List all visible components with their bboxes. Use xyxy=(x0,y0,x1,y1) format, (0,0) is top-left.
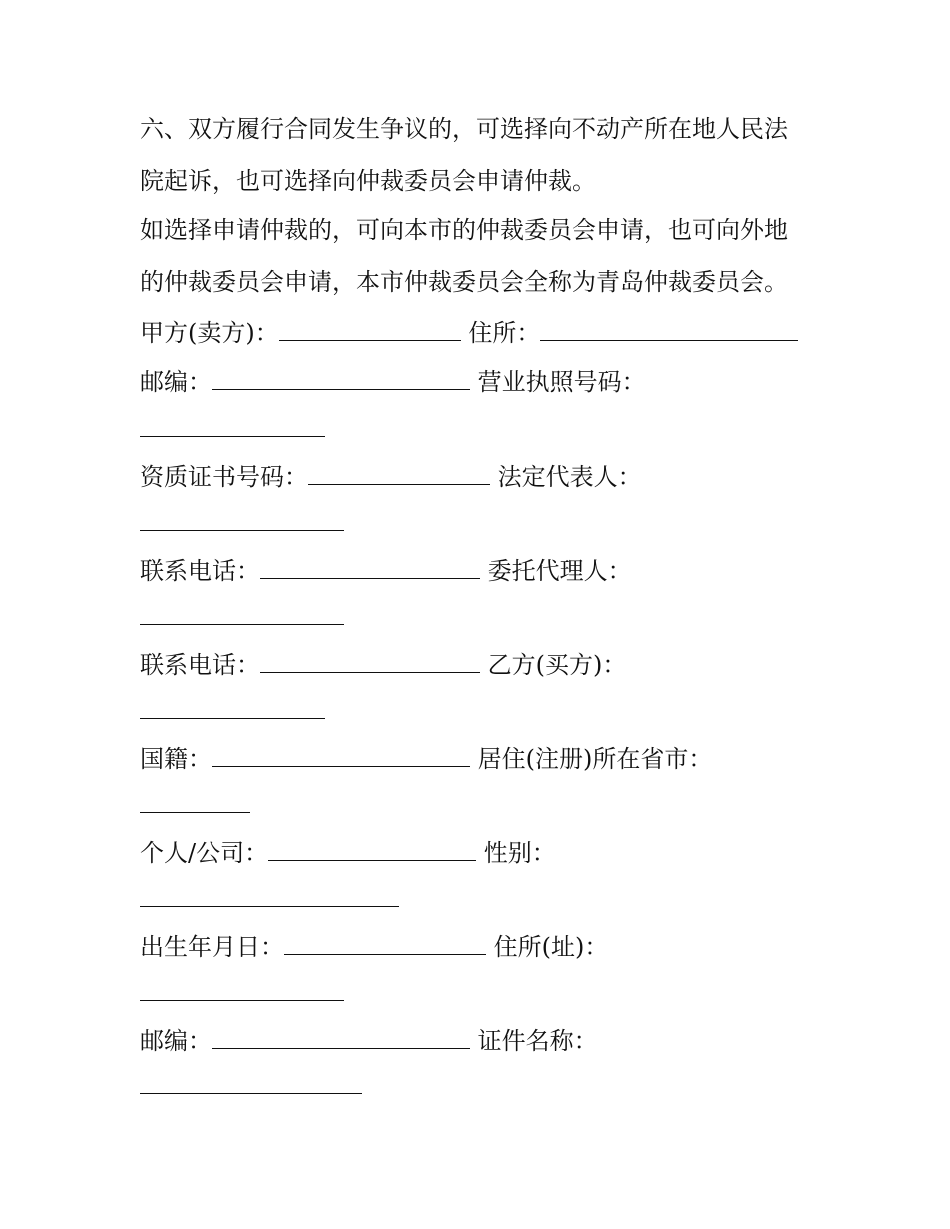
id-name-label: 证件名称： xyxy=(477,1027,598,1055)
phone-label: 联系电话： xyxy=(140,557,260,585)
party-b-label: 乙方(买方)： xyxy=(487,651,627,679)
address2-label: 住所(址)： xyxy=(493,933,609,961)
postcode-label: 邮编： xyxy=(140,1027,212,1055)
phone-label: 联系电话： xyxy=(140,651,260,679)
birth-label: 出生年月日： xyxy=(140,933,284,961)
residence-blank[interactable] xyxy=(140,812,250,813)
qualification-cert-label: 资质证书号码： xyxy=(140,463,308,491)
nationality-blank[interactable] xyxy=(212,744,470,767)
paragraph-line: 如选择申请仲裁的，可向本市的仲裁委员会申请，也可向外地 xyxy=(140,216,788,244)
party-a-blank[interactable] xyxy=(279,318,461,341)
residence-label: 居住(注册)所在省市： xyxy=(477,745,713,773)
birth-blank[interactable] xyxy=(284,932,486,955)
legal-rep-label: 法定代表人： xyxy=(497,463,642,491)
postcode-label: 邮编： xyxy=(140,368,212,396)
form-row-phone-b xyxy=(140,650,626,680)
form-row-birth xyxy=(140,932,608,962)
paragraph-line: 院起诉，也可选择向仲裁委员会申请仲裁。 xyxy=(140,167,596,195)
form-row-postcode-b xyxy=(140,1026,598,1056)
address-label: 住所： xyxy=(468,319,541,347)
party-b-blank[interactable] xyxy=(140,718,325,719)
form-row-party-a xyxy=(140,318,798,348)
nationality-label: 国籍： xyxy=(140,745,212,773)
legal-rep-blank[interactable] xyxy=(140,530,344,531)
business-license-blank[interactable] xyxy=(140,436,325,437)
agent-blank[interactable] xyxy=(140,624,344,625)
form-row-person-company xyxy=(140,838,556,868)
person-company-blank[interactable] xyxy=(268,838,476,861)
address2-blank[interactable] xyxy=(140,1000,344,1001)
gender-blank[interactable] xyxy=(140,906,399,907)
form-row-qualification xyxy=(140,462,642,492)
agent-label: 委托代理人： xyxy=(487,557,632,585)
postcode-b-blank[interactable] xyxy=(212,1026,470,1049)
form-row-phone-a xyxy=(140,556,632,586)
party-a-label: 甲方(卖方)： xyxy=(140,319,279,347)
paragraph-line: 六、双方履行合同发生争议的，可选择向不动产所在地人民法 xyxy=(140,115,788,143)
paragraph-line: 的仲裁委员会申请，本市仲裁委员会全称为青岛仲裁委员会。 xyxy=(140,268,788,296)
id-name-blank[interactable] xyxy=(140,1093,362,1094)
business-license-label: 营业执照号码： xyxy=(477,368,646,396)
address-blank[interactable] xyxy=(540,318,798,341)
form-row-postcode xyxy=(140,367,646,397)
gender-label: 性别： xyxy=(483,839,556,867)
postcode-blank[interactable] xyxy=(212,367,470,390)
qualification-cert-blank[interactable] xyxy=(308,462,490,485)
form-row-nationality xyxy=(140,744,712,774)
person-company-label: 个人/公司： xyxy=(140,839,269,867)
phone-b-blank[interactable] xyxy=(260,650,480,673)
phone-a-blank[interactable] xyxy=(260,556,480,579)
